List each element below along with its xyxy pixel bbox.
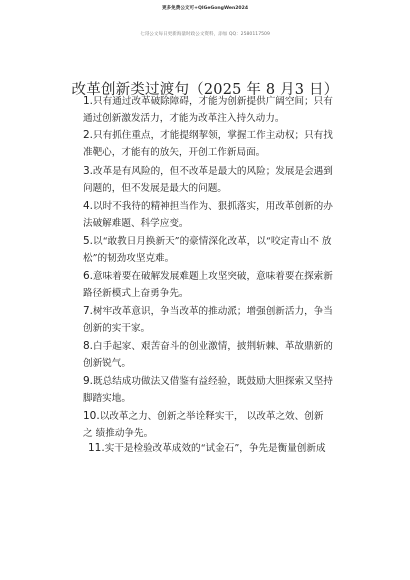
paragraph-3 (83, 163, 371, 197)
paragraph-10 (83, 408, 371, 442)
paragraph-number: 10. (83, 410, 100, 422)
paragraph-number: 6. (83, 270, 94, 282)
paragraph-line: 准靶心，才能有的放矢，开创工作新局面。 (83, 147, 266, 158)
paragraph-line (83, 268, 371, 285)
paragraph-number: 7. (83, 305, 94, 317)
paragraph-6 (83, 268, 371, 302)
paragraph-line (83, 303, 371, 320)
paragraph-text: 以时不我待的精神担当作为、狠抓落实，用改革创新的办 (93, 201, 333, 212)
paragraph-number: 4. (83, 200, 94, 212)
paragraph-text: 既总结成功做法又借鉴有益经验，既鼓励大胆探索又坚持 (93, 376, 333, 387)
paragraph-text: 实干是检验改革成效的“试金石”，争先是衡量创新成 (104, 443, 326, 454)
paragraph-line (83, 163, 371, 180)
paragraph-9 (83, 373, 371, 407)
paragraph-line: 之 绩推动争先。 (83, 428, 154, 439)
paragraph-text: 以改革之力、创新之举诠释实干， 以改革之效、创新 (99, 411, 324, 422)
paragraph-8 (83, 338, 371, 372)
paragraph-line: 创新锐气。 (83, 358, 131, 369)
paragraph-line: 通过创新激发活力，才能为改革注入持久动力。 (83, 113, 285, 124)
paragraph-4 (83, 198, 371, 232)
paragraph-line (83, 408, 371, 425)
paragraph-number: 1. (83, 95, 94, 107)
paragraph-line (83, 93, 371, 110)
paragraph-number: 5. (83, 235, 94, 247)
paragraph-text: 只有通过改革破除障碍，才能为创新提供广阔空间；只有 (93, 96, 333, 107)
paragraph-text: 只有抓住重点，才能提纲挈领，掌握工作主动权；只有找 (93, 130, 333, 141)
paragraph-line (83, 127, 371, 144)
paragraph-line (88, 440, 376, 457)
paragraph-line: 法破解难题、科学应变。 (83, 218, 189, 229)
paragraph-2 (83, 127, 371, 161)
header-contact-line: 七哥公文每日更新海量时政公文资料，添加 QQ：2580117509 (140, 32, 270, 37)
paragraph-number: 11. (88, 442, 105, 454)
paragraph-line (83, 198, 371, 215)
paragraph-11 (88, 440, 376, 457)
paragraph-line: 创新的实干家。 (83, 323, 151, 334)
paragraph-text: 改革是有风险的，但不改革是最大的风险；发展是会遇到 (93, 166, 333, 177)
document-title: 改革创新类过渡句（2025 年 8 月3 日） (71, 82, 339, 98)
paragraph-line: 松”的韧劲攻坚克难。 (83, 253, 175, 264)
paragraph-5 (83, 233, 371, 267)
header-promo-line: 更多免费公文可+QIGeGongWen2024 (161, 6, 249, 11)
paragraph-text: 树牢改革意识，争当改革的推动派；增强创新活力，争当 (93, 306, 333, 317)
paragraph-number: 9. (83, 375, 94, 387)
paragraph-number: 8. (83, 340, 94, 352)
paragraph-line (83, 233, 371, 250)
paragraph-text: 意味着要在破解发展难题上攻坚突破，意味着要在探索新 (93, 271, 333, 282)
paragraph-number: 2. (83, 129, 94, 141)
paragraph-1 (83, 93, 371, 127)
paragraph-line (83, 373, 371, 390)
paragraph-line (83, 338, 371, 355)
paragraph-text: 以“敢教日月换新天”的豪情深化改革，以“咬定青山不 放 (93, 236, 332, 247)
paragraph-7 (83, 303, 371, 337)
paragraph-line: 路径新模式上奋勇争先。 (83, 288, 189, 299)
paragraph-line: 脚踏实地。 (83, 393, 131, 404)
paragraph-number: 3. (83, 165, 94, 177)
paragraph-line: 问题的，但不发展是最大的问题。 (83, 183, 227, 194)
paragraph-text: 白手起家、艰苦奋斗的创业激情，披荆斩棘、革故鼎新的 (93, 341, 333, 352)
